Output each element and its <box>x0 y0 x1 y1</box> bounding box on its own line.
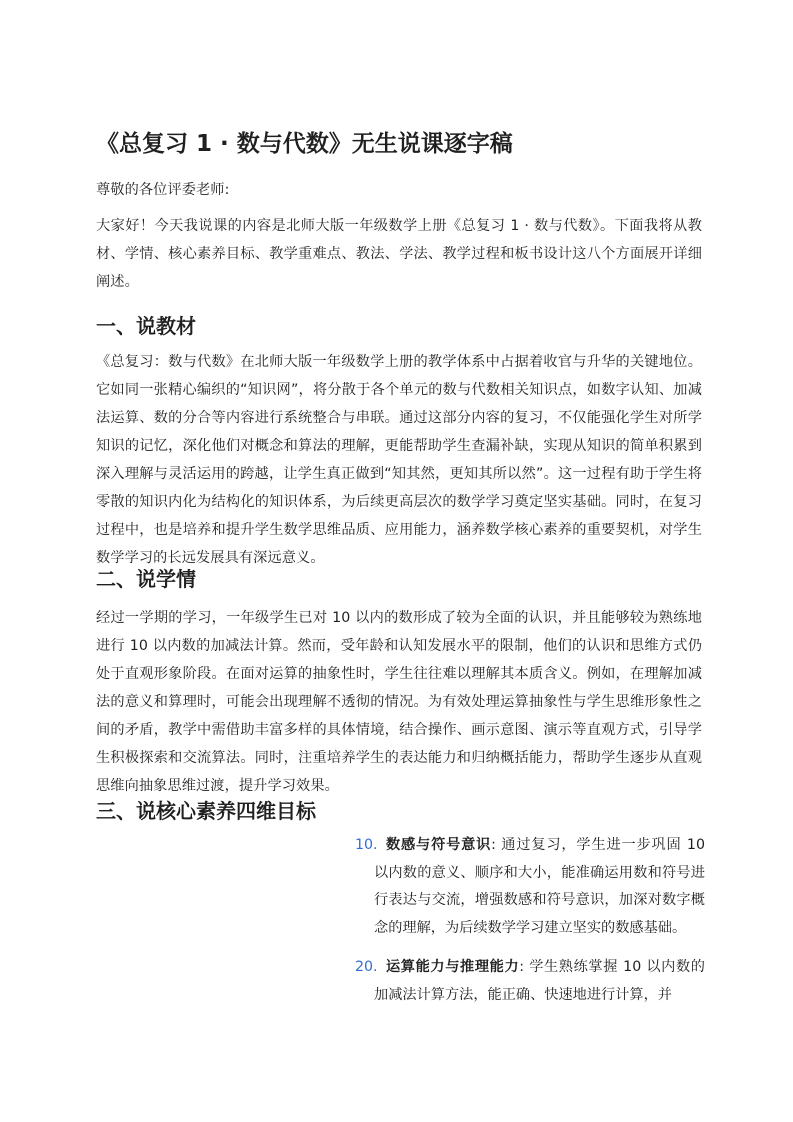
section-heading-core-goals: 三、说核心素养四维目标 <box>96 799 316 823</box>
core-goals-list <box>355 832 705 1009</box>
list-item-number: 20. <box>355 959 378 975</box>
list-item-content <box>374 832 705 942</box>
section-heading-textbook: 一、说教材 <box>96 314 196 338</box>
list-item <box>355 832 705 942</box>
section-body-textbook: 《总复习：数与代数》在北师大版一年级数学上册的教学体系中占据着收官与升华的关键地位。它如同一张精心编织的“知识网”，将分散于各个单元的数与代数相关知识点，如数字认知、加减法运算、数的分合等内容进行系统整合与串联。通过这部分内容的复习，不仅能强化学生对所学知识的记忆，深化他们对概念和算法的理解，更能帮助学生查漏补缺，实现从知识的简单积累到深入理解与灵活运用的跨越，让学生真正做到“知其然，更知其所以然”。这一过程有助于学生将零散的知识内化为结构化的知识体系，为后续更高层次的数学学习奠定坚实基础。同时，在复习过程中，也是培养和提升学生数学思维品质、应用能力，涵养数学核心素养的重要契机，对学生数学学习的长远发展具有深远意义。 <box>96 354 702 566</box>
list-item <box>355 954 705 1009</box>
section-heading-students: 二、说学情 <box>96 567 196 591</box>
section-body-students: 经过一学期的学习，一年级学生已对 10 以内的数形成了较为全面的认识，并且能够较为熟练地进行 10 以内数的加减法计算。然而，受年龄和认知发展水平的限制，他们的认识和思维方式仍处于直观形象阶段。在面对运算的抽象性时，学生往往难以理解其本质含义。例如，在理解加减法的意义和算理时，可能会出现理解不透彻的情况。为有效处理运算抽象性与学生思维形象性之间的矛盾，教学中需借助丰富多样的具体情境，结合操作、画示意图、演示等直观方式，引导学生积极探索和交流算法。同时，注重培养学生的表达能力和归纳概括能力，帮助学生逐步从直观思维向抽象思维过渡，提升学习效果。 <box>96 610 702 794</box>
list-item-term: 运算能力与推理能力 <box>386 959 520 975</box>
greeting-line: 尊敬的各位评委老师: <box>96 182 230 198</box>
list-item-number: 10. <box>355 837 378 853</box>
document-title: 《总复习 1 · 数与代数》无生说课逐字稿 <box>96 131 513 157</box>
list-item-text: : 学生熟练掌握 10 以内数的加减法计算方法，能正确、快速地进行计算，并 <box>374 959 705 1003</box>
list-item-content <box>374 954 705 1009</box>
intro-paragraph: 大家好！今天我说课的内容是北师大版一年级数学上册《总复习 1 · 数与代数》。下面我将从教材、学情、核心素养目标、教学重难点、教法、学法、教学过程和板书设计这八个方面展开详细阐述。 <box>96 218 702 290</box>
list-item-text: : 通过复习，学生进一步巩固 10 以内数的意义、顺序和大小，能准确运用数和符号进行表达与交流，增强数感和符号意识，加深对数字概念的理解，为后续数学学习建立坚实的数感基础。 <box>374 837 705 936</box>
list-item-term: 数感与符号意识 <box>386 837 492 853</box>
